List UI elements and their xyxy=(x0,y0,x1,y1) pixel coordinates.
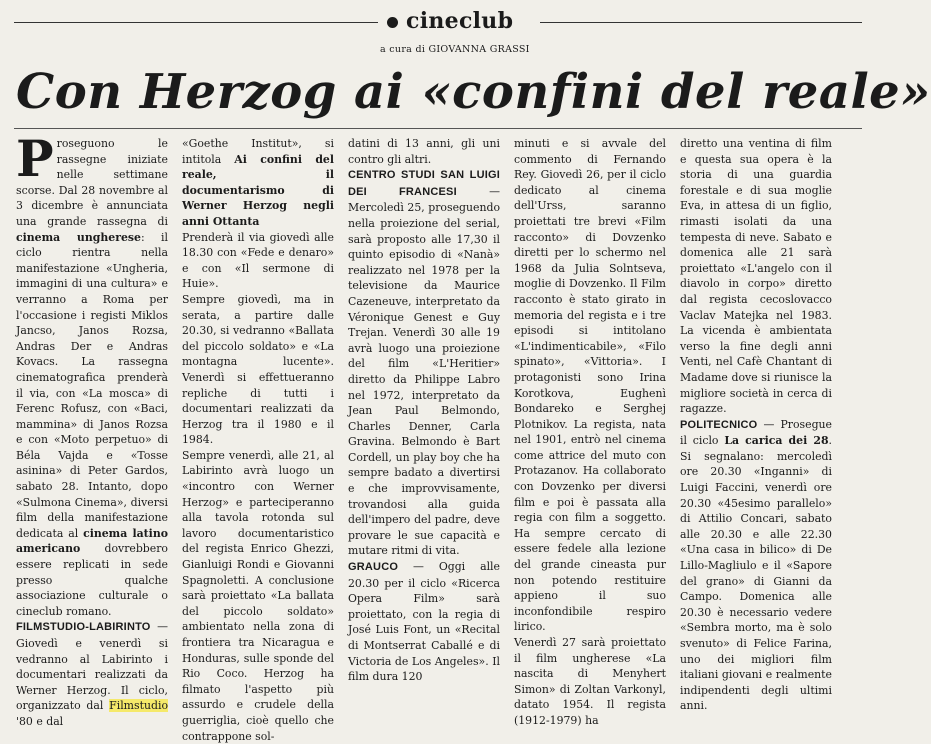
venue-heading: GRAUCO xyxy=(348,561,399,574)
text-run: . Si segnalano: mercoledì ore 20.30 «Inganni» di Luigi Faccini, venerdì ore 20.30 «45esimo parallelo» di Attilio Concari, sabato alle 20.30 e alle 22.30 «Una casa in bilico» di De Lillo-Magliulo e il «Sapore del grano» di Gianni da Campo. Domenica alle 20.30 è necessario vedere «Sembra morto, ma è solo svenuto» di Felice Farina, uno dei migliori film italiani giovani e realmente indipendenti degli ultimi anni. xyxy=(680,434,832,713)
paragraph xyxy=(16,619,168,729)
article-headline: Con Herzog ai «confini del reale» xyxy=(16,64,931,120)
column-4 xyxy=(514,136,666,727)
headline-rule xyxy=(14,128,862,129)
paragraph xyxy=(348,559,500,685)
venue-heading: POLITECNICO xyxy=(680,418,758,431)
column-3 xyxy=(348,136,500,684)
text-run: — Oggi alle 20.30 per il ciclo «Ricerca Opera Film» sarà proiettato, con la regia di José Luis Font, un «Recital di Montserrat Caballé e di Victoria de Los Angeles». Il film dura 120 xyxy=(348,560,500,684)
paragraph: Sempre venerdì, alle 21, al Labirinto avrà luogo un «incontro con Werner Herzog» e parteciperanno alla tavola rotonda sul lavoro documentaristico del regista Enrico Ghezzi, Gianluigi Rondi e Giovanni Spagnoletti. A conclusione sarà proiettato «La ballata del piccolo soldato» ambientato nella zona di frontiera tra Nicaragua e Honduras, sulle sponde del Rio Coco. Herzog ha filmato l'aspetto più assurdo e crudele della guerriglia, cioè quello che contrappone sol- xyxy=(182,448,334,743)
curator-byline: a cura di GIOVANNA GRASSI xyxy=(380,44,530,55)
text-run: — Giovedì e venerdì si vedranno al Labirinto i documentari realizzati da Werner Herzog. Il ciclo, organizzato dal xyxy=(16,620,168,713)
paragraph xyxy=(16,129,169,619)
paragraph: Prenderà il via giovedì alle 18.30 con «Fede e denaro» e con «Il sermone di Huie». xyxy=(182,230,334,291)
bold-run: cinema ungherese xyxy=(16,230,141,244)
section-name: cineclub xyxy=(406,8,514,34)
section-rubric xyxy=(0,6,875,42)
text-run: roseguono le rassegne iniziate nelle settimane scorse. Dal 28 novembre al 3 dicembre è annunciata una grande rassegna di xyxy=(16,137,168,228)
bullet-icon xyxy=(387,17,398,28)
bold-run: La carica dei 28 xyxy=(724,434,829,448)
paragraph: diretto una ventina di film e questa sua opera è la storia di una guardia forestale e di sua moglie Eva, in attesa di un figlio, rimasti isolati da una tempesta di neve. Sabato e domenica alle 21 sarà proiettato «L'angelo con il diavolo in corpo» diretto dal regista cecoslovacco Vaclav Matejka nel 1983. La vicenda è ambientata verso la fine degli anni Venti, nel Cafè Chantant di Madame dove si riunisce la migliore società in cerca di ragazze. xyxy=(680,137,832,416)
rubric-rule-right xyxy=(540,22,862,23)
text-run: — Mercoledì 25, proseguendo nella proiezione del serial, sarà proposto alle 17,30 il quinto episodio di «Nanà» realizzato nel 1978 per la televisione da Maurice Cazeneuve, interpretato da Véronique Genest e Guy Trejan. Venerdì 30 alle 19 avrà luogo una proiezione del film «L'Heritier» diretto da Philippe Labro nel 1972, interpretato da Jean Paul Belmondo, Charles Denner, Carla Gravina. Belmondo è Bart Cordell, un play boy che ha sempre badato a divertirsi e che improvvisamente, trovandosi alla guida dell'impero del padre, deve provare le sue capacità e mutare ritmi di vita. xyxy=(348,184,500,558)
paragraph xyxy=(348,167,500,559)
text-run: '80 e dal xyxy=(16,714,64,728)
paragraph: datini di 13 anni, gli uni contro gli altri. xyxy=(348,137,500,166)
paragraph: Sempre giovedì, ma in serata, a partire dalle 20.30, si vedranno «Ballata del piccolo soldato» e «La montagna lucente». Venerdì si effettueranno repliche di tutti i documentari realizzati da Herzog tra il 1980 e il 1984. xyxy=(182,292,334,447)
venue-heading: CENTRO STUDI SAN LUIGI DEI FRANCESI xyxy=(348,169,500,198)
venue-heading: FILMSTUDIO-LABIRINTO xyxy=(16,621,151,634)
highlighted-word: Filmstudio xyxy=(109,699,168,713)
bold-run: cinema latino americano xyxy=(16,526,169,556)
paragraph xyxy=(182,136,334,230)
column-2 xyxy=(182,136,335,743)
column-1 xyxy=(16,129,169,728)
text-run: dovrebbero essere replicati in sede presso qualche associazione culturale o cineclub romano. xyxy=(16,542,168,618)
rubric-rule-left xyxy=(14,22,378,23)
paragraph xyxy=(680,417,832,714)
drop-cap: P xyxy=(16,129,54,188)
bold-run: Ai confini del reale, il documentarismo di Werner Herzog negli anni Ottanta xyxy=(182,152,335,228)
article-body xyxy=(8,129,870,743)
paragraph: Venerdì 27 sarà proiettato il film ungherese «La nascita di Menyhert Simon» di Zoltan Varkonyl, datato 1954. Il regista (1912-1979) ha xyxy=(514,636,666,727)
column-5 xyxy=(680,136,832,713)
text-run: «Goethe Institut», si intitola xyxy=(182,137,334,166)
paragraph: minuti e si avvale del commento di Fernando Rey. Giovedì 26, per il ciclo dedicato al cinema dell'Urss, saranno proiettati tre brevi «Film racconto» di Dovzenko diretti per lo schermo nel 1968 da Julia Solntseva, moglie di Dovzenko. Il Film racconto è stato girato in memoria del regista e i tre episodi si intitolano «L'indimenticabile», «Filo spinato», «Vittoria». I protagonisti sono Irina Korotkova, Eughenì Bondareko e Serghej Plotnikov. La regista, nata nel 1901, entrò nel cinema come attrice del muto con Protazanov. Ha collaborato con Dovzenko per diversi film e poi è passata alla regia con film a soggetto. Ha sempre cercato di essere fedele alla lezione del grande cineasta pur non potendo restituire appieno il suo inconfondibile respiro lirico. xyxy=(514,137,666,634)
text-run: — Prosegue il ciclo xyxy=(680,417,832,448)
text-run: : il ciclo rientra nella manifestazione «Ungheria, immagini di una cultura» e verranno a Roma per l'occasione i registi Miklos Jancso, Janos Rozsa, Andras Der e Andras Kovacs. La rassegna cinematografica prenderà il via, con «La mosca» di Ferenc Rofusz, con «Baci, mammina» di Janos Rozsa e con «Moto perpetuo» di Béla Vajda e «Tosse asinina» di Peter Gardos, sabato 28. Intanto, dopo «Sulmona Cinema», diversi film della manifestazione dedicata al xyxy=(16,230,168,540)
